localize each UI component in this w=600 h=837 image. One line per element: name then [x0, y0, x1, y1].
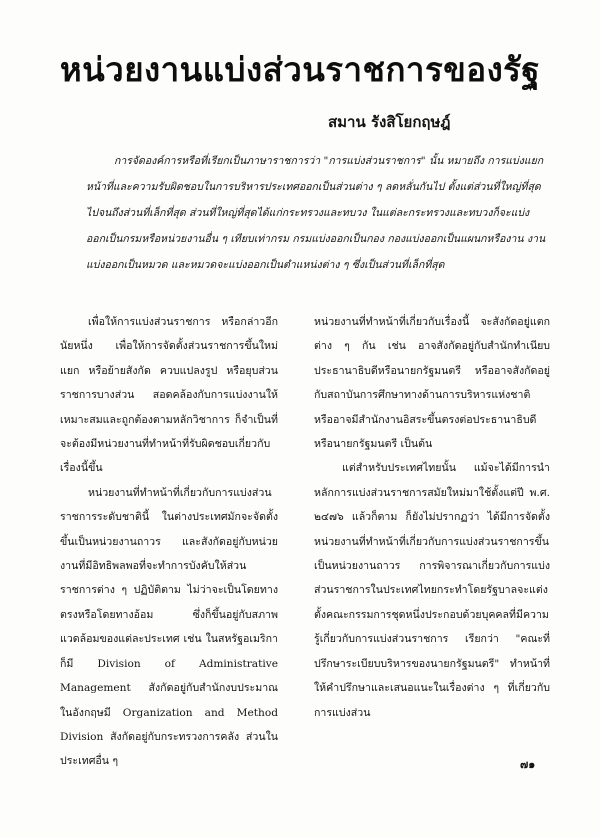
abstract: [86, 148, 548, 278]
page-title: หน่วยงานแบ่งส่วนราชการของรัฐ: [59, 50, 541, 89]
paragraph: หน่วยงานที่ทำหน้าที่เกี่ยวกับเรื่องนี้ จะสังกัดอยู่แตกต่าง ๆ กัน เช่น อาจสังกัดอยู่กับสำนักทำเนียบประธานาธิบดีหรือนายกรัฐมนตรี หรืออาจสังกัดอยู่กับสถาบันการศึกษาทางด้านการบริหารแห่งชาติ หรืออาจมีสำนักงานอิสระขึ้นตรงต่อประธานาธิบดี หรือนายกรัฐมนตรี เป็นต้น: [314, 316, 550, 451]
right-column: [314, 310, 550, 725]
paragraph: แต่สำหรับประเทศไทยนั้น แม้จะได้มีการนำหลักการแบ่งส่วนราชการสมัยใหม่มาใช้ตั้งแต่ปี พ.ศ. ๒๔๗๖ แล้วก็ตาม ก็ยังไม่ปรากฏว่า ได้มีการจัดตั้งหน่วยงานที่ทำหน้าที่เกี่ยวกับการแบ่งส่วนราชการขึ้นเป็นหน่วยงานถาวร การพิจารณาเกี่ยวกับการแบ่งส่วนราชการในประเทศไทยกระทำโดยรัฐบาลจะแต่งตั้งคณะกรรมการชุดหนึ่งประกอบด้วยบุคคลที่มีความรู้เกี่ยวกับการแบ่งส่วนราชการ เรียกว่า "คณะที่ปรึกษาระเบียบบริหารของนายกรัฐมนตรี" ทำหน้าที่ให้คำปรึกษาและเสนอแนะในเรื่องต่าง ๆ ที่เกี่ยวกับการแบ่งส่วน: [314, 462, 550, 719]
page-number: ๗๑: [520, 758, 536, 771]
author-name: สมาน รังสิโยกฤษฎ์: [328, 113, 451, 131]
paragraph: หน่วยงานที่ทำหน้าที่เกี่ยวกับการแบ่งส่วนราชการระดับชาตินี้ ในต่างประเทศมักจะจัดตั้งขึ้นเป็นหน่วยงานถาวร และสังกัดอยู่กับหน่วยงานที่มีอิทธิพลพอที่จะทำการบังคับให้ส่วนราชการต่าง ๆ ปฏิบัติตาม ไม่ว่าจะเป็นโดยทางตรงหรือโดยทางอ้อม ซึ่งก็ขึ้นอยู่กับสภาพแวดล้อมของแต่ละประเทศ เช่น ในสหรัฐอเมริกา ก็มี Division of Administrative Management สังกัดอยู่กับสำนักงบประมาณ ในอังกฤษมี Organization and Method Division สังกัดอยู่กับกระทรวงการคลัง ส่วนในประเทศอื่น ๆ: [60, 486, 278, 768]
paragraph: เพื่อให้การแบ่งส่วนราชการ หรือกล่าวอีกนัยหนึ่ง เพื่อให้การจัดตั้งส่วนราชการขึ้นใหม่ แยก หรือย้ายสังกัด ควบแปลงรูป หรือยุบส่วนราชการบางส่วน สอดคล้องกับการแบ่งงานให้เหมาะสมและถูกต้องตามหลักวิชาการ ก็จำเป็นที่จะต้องมีหน่วยงานที่ทำหน้าที่รับผิดชอบเกี่ยวกับเรื่องนี้ขึ้น: [60, 316, 278, 475]
left-column: [60, 310, 278, 774]
abstract-paragraph: การจัดองค์การหรือที่เรียกเป็นภาษาราชการว่า "การแบ่งส่วนราชการ" นั้น หมายถึง การแบ่งแยกหน้าที่และความรับผิดชอบในการบริหารประเทศออกเป็นส่วนต่าง ๆ ลดหลั่นกันไป ตั้งแต่ส่วนที่ใหญ่ที่สุดไปจนถึงส่วนที่เล็กที่สุด ส่วนที่ใหญ่ที่สุดได้แก่กระทรวงและทบวง ในแต่ละกระทรวงและทบวงก็จะแบ่งออกเป็นกรมหรือหน่วยงานอื่น ๆ เทียบเท่ากรม กรมแบ่งออกเป็นกอง กองแบ่งออกเป็นแผนกหรืองาน งานแบ่งออกเป็นหมวด และหมวดจะแบ่งออกเป็นตำแหน่งต่าง ๆ ซึ่งเป็นส่วนที่เล็กที่สุด: [86, 155, 546, 271]
